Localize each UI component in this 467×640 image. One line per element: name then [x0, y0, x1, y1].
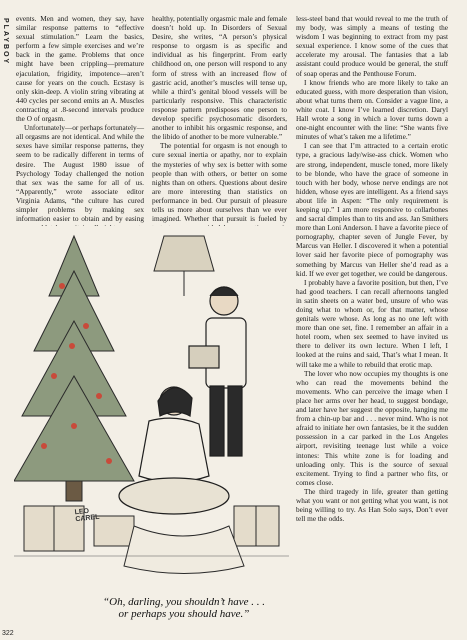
caption-line-1: “Oh, darling, you shouldn’t have . . . — [103, 596, 265, 608]
magazine-name: PLAYBOY — [2, 18, 9, 66]
paragraph: I know friends who are more likely to take an educated guess, with more desperation than vision, about what turns them on. Consider a vague line, a white coat. I know I’ve learned discretion. Daryl Hall wrote a song in which a lover turns down a one-night encounter with the line: “She wants five minutes of what’s taken me a lifetime.” — [296, 77, 448, 142]
paragraph: events. Men and women, they say, have similar response patterns to “effective sexual stimulation.” Learn the basics, perform a few simple exercises and we’re back in the game. Problems that once might have been crippling—premature ejaculation, frigidity, impotence—aren’t cause for years on the couch. Ecstasy is only skin-deep. A violin string vibrating at 440 cycles per second emits an A. Muscles contracting at .8-second intervals produce the O of orgasm. — [16, 14, 144, 124]
artist-signature — [74, 507, 99, 523]
paragraph: I probably have a favorite position, but then, I’ve had good teachers. I can recall afternoons tangled in satin sheets on a water bed, unsure of who was doing what to whom or, for that matter, whose genitals were whose. As long as no one left with more than one set, fine. I remember an affair in a hotel room, when sex seemed to have invited us there to deliver its own lecture. When I left, I looked at the ruins and said, That’s what I mean. It will take me a while to rebuild that erotic map. — [296, 277, 448, 369]
paragraph: The third tragedy in life, greater than getting what you want or not getting what you want, is not being willing to try. As Han Solo says, Don’t ever tell me the odds. — [296, 486, 448, 524]
page-number: 322 — [2, 630, 14, 637]
cartoon-illustration — [14, 226, 289, 586]
text-column-3 — [296, 14, 448, 523]
paragraph: healthy, potentially orgasmic male and female doesn’t hold up. In Disorders of Sexual Desire, she writes, “A person’s physical response to orgasm is as specific and individual as his fingerprint. From early childhood on, one person will respond to any form of stress with an increased flow of gastric acid, another’s muscles will tense up, while a third’s genital blood vessels will be particularly responsive. This characteristic response pattern predisposes one person to develop specific psychosomatic disorders, another to inhibit his orgasmic response, and the libido of another to be more vulnerable.” — [152, 14, 287, 142]
signature-line: LEO — [74, 507, 90, 517]
paragraph: less-steel band that would reveal to me the truth of my body, was simply a means of testing the wisdom I was beginning to extract from my past sexual experience. I know some of the cues that accelerate my arousal. The fantasies that a lab assistant could produce would be general, the stuff of soap operas and the Penthouse Forum. — [296, 14, 448, 78]
paragraph: I can see that I’m attracted to a certain erotic type, a gracious lady/wise-ass chick. Women who are strong, independent, muscle toned, more likely to be blonde, who have the grace of someone in touch with her body, whose nerve endings are not hidden, whose eyes are intelligent. As a friend says about life in Aspen: “The only requirement is keeping up.” I am more responsive to collarbones and sacral dimples than to tits and ass. Jan Smithers more than Loni Anderson. I have a favorite piece of pornography, chapter seven of Jungle Fever, by Marcus van Heller. I discovered it when a potential lover said her favorite piece of pornography was something by Marcus van Heller she’d read as a kid. If we ever get together, we could be dangerous. — [296, 141, 448, 278]
paragraph: Unfortunately—or perhaps fortunately—all orgasms are not identical. And while the sexes have similar response patterns, they seem to be radically different in terms of desire. The August 1980 issue of Psychology Today challenged the notion that sex was the same for all of us. “Apparently,” wrote associate editor Virginia Adams, “the culture has cured simpler problems by making sex information easier to obtain and by easing — [16, 123, 144, 224]
caption-line-2: or perhaps you should have.” — [118, 608, 250, 620]
paragraph: The potential for orgasm is not enough to cure sexual inertia or apathy, nor to explain the mysteries of why sex is better with some people than with others, or better on some nights than on others. Questions about desire are more interesting than statistics on performance in bed. Our pursuit of pleasure tells us more about ourselves than we ever imagined. Whether that pursuit is fueled by — [152, 141, 287, 224]
paragraph: The lover who now occupies my thoughts is one who can read the movements behind the movements. Who can perceive the image when I place her arms over her head, to suggest bondage, and later have her suggest the opposite, hanging me from a chin-up bar and . . . never mind. Who is not afraid to initiate her own fantasies, be it the sudden possession in a car parked in the Los Angeles airport, revisiting teenage lust while a voice intones: This white zone is for loading and unloading only. This is the source of sexual excitement. Trying to find a partner who fits, or comes close. — [296, 368, 448, 487]
cartoon-caption — [84, 596, 284, 620]
signature-line: CAREL — [75, 513, 100, 524]
